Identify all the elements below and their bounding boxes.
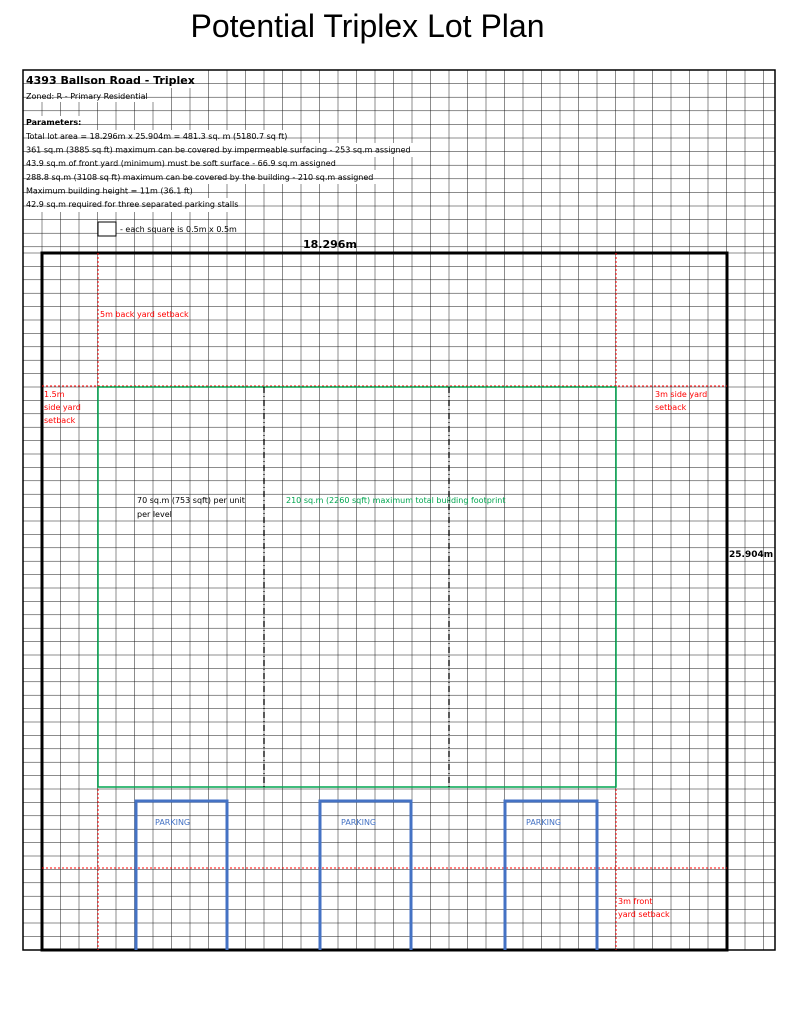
lot-depth-label: 25.904m xyxy=(729,550,774,560)
page-title: Potential Triplex Lot Plan xyxy=(190,8,545,44)
parking-label-3: PARKING xyxy=(526,818,562,827)
building-footprint xyxy=(98,387,616,787)
left-setback-label-2: side yard xyxy=(44,403,81,412)
legend-text: - each square is 0.5m x 0.5m xyxy=(120,225,237,234)
parking-labels xyxy=(155,818,561,827)
zoning-text: Zoned: R - Primary Residential xyxy=(26,92,148,101)
parameter-line: 361 sq.m (3885 sq ft) maximum can be covered by impermeable surfacing - 253 sq.m assigned xyxy=(26,145,411,155)
back-setback-label: 5m back yard setback xyxy=(100,310,189,319)
header-block xyxy=(25,74,411,236)
left-setback-label-3: setback xyxy=(44,416,76,425)
parking-label-1: PARKING xyxy=(155,818,191,827)
left-setback-label-1: 1.5m xyxy=(44,390,65,399)
footprint-label: 210 sq.m (2260 sqft) maximum total building footprint xyxy=(286,496,506,505)
setback-labels xyxy=(44,310,707,919)
unit-area-line-2: per level xyxy=(137,510,172,519)
parameter-line: 288.8 sq.m (3108 sq ft) maximum can be covered by the building - 210 sq.m assigned xyxy=(26,172,374,182)
front-setback-label-2: yard setback xyxy=(618,910,670,919)
parameters-list xyxy=(25,132,411,209)
parameter-line: 42.9 sq.m required for three separated parking stalls xyxy=(26,200,239,209)
parameters-heading: Parameters: xyxy=(26,118,82,127)
legend-square xyxy=(98,222,116,236)
parameter-line: Maximum building height = 11m (36.1 ft) xyxy=(26,186,193,196)
front-setback-label-1: 3m front xyxy=(618,897,653,906)
right-setback-label-2: setback xyxy=(655,403,687,412)
address-title: 4393 Ballson Road - Triplex xyxy=(26,74,195,87)
lot-width-label: 18.296m xyxy=(303,238,357,251)
right-setback-label-1: 3m side yard xyxy=(655,390,708,399)
parking-label-2: PARKING xyxy=(341,818,377,827)
unit-area-line-1: 70 sq.m (753 sqft) per unit xyxy=(137,496,245,505)
parameter-line: Total lot area = 18.296m x 25.904m = 481.3 sq. m (5180.7 sq ft) xyxy=(26,132,288,141)
parameter-line: 43.9 sq.m of front yard (minimum) must be soft surface - 66.9 sq.m assigned xyxy=(26,159,336,169)
